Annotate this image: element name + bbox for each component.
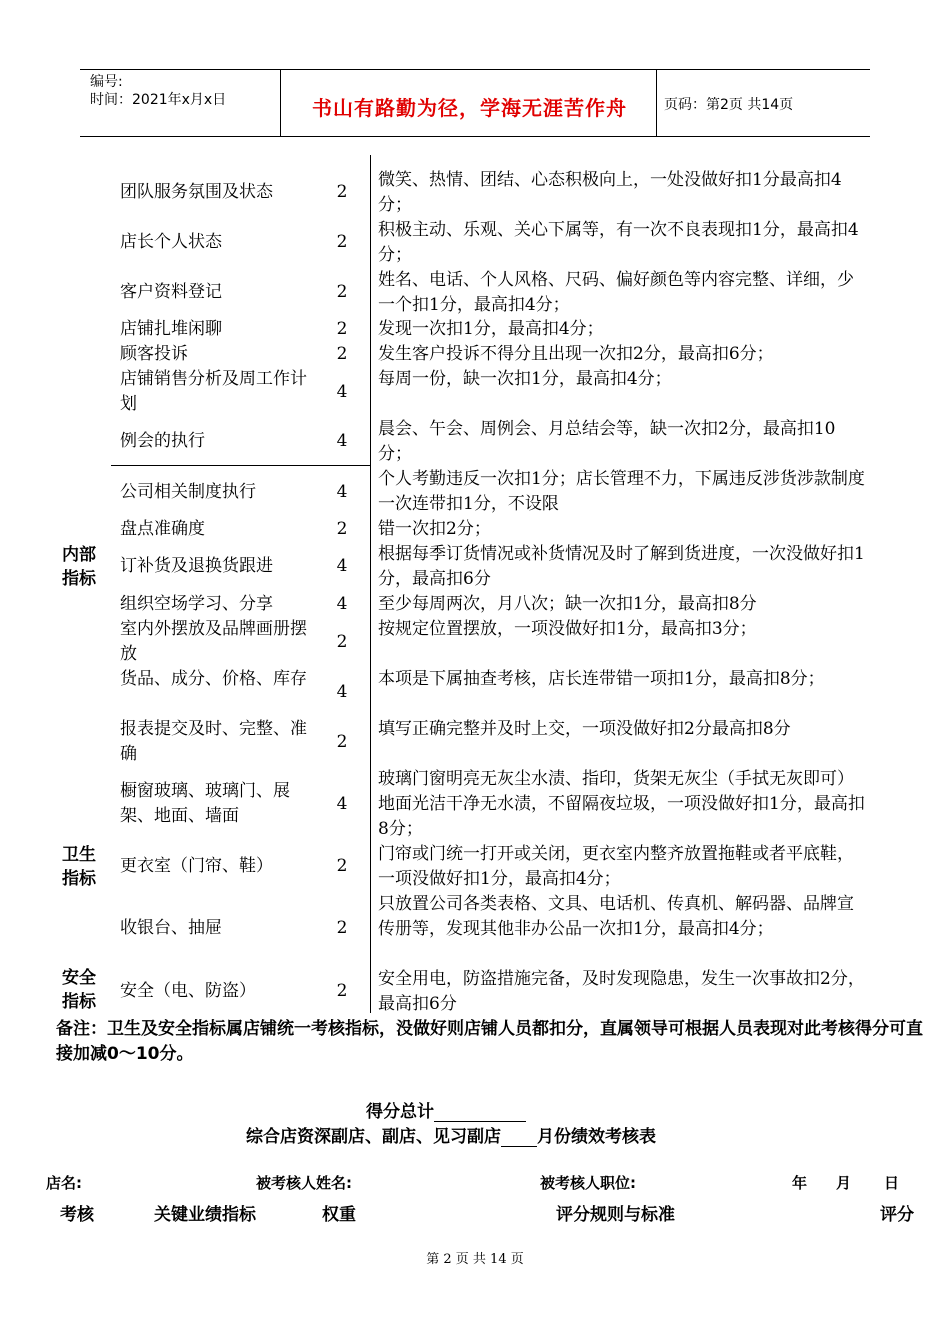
weight: 2 xyxy=(336,918,348,938)
indicator: 货品、成分、价格、库存 xyxy=(120,669,307,689)
weight: 4 xyxy=(336,431,348,451)
rule: 每周一份，缺一次扣1分，最高扣4分； xyxy=(378,369,672,389)
weight: 2 xyxy=(336,981,348,1001)
assessee-position-label: 被考核人职位: xyxy=(540,1174,636,1192)
rule: 晨会、午会、周例会、月总结会等，缺一次扣2分，最高扣10分； xyxy=(378,419,836,464)
weight: 2 xyxy=(336,282,348,302)
month-blank[interactable] xyxy=(501,1128,537,1147)
col-weight: 权重 xyxy=(322,1205,356,1225)
col-kpi: 关键业绩指标 xyxy=(154,1205,256,1225)
group-safety: 安全指标 xyxy=(62,968,96,1012)
weight: 4 xyxy=(336,556,348,576)
rule: 发现一次扣1分，最高扣4分； xyxy=(378,319,604,339)
indicator: 客户资料登记 xyxy=(120,282,222,302)
group-internal: 内部指标 xyxy=(62,545,96,589)
indicator: 店铺销售分析及周工作计划 xyxy=(120,369,307,414)
rule: 只放置公司各类表格、文具、电话机、传真机、解码器、品牌宣传册等，发现其他非办公品一次扣1分，最高扣4分； xyxy=(378,894,854,939)
weight: 2 xyxy=(336,319,348,339)
store-name-label: 店名: xyxy=(46,1174,82,1192)
rule: 填写正确完整并及时上交，一项没做好扣2分最高扣8分 xyxy=(378,719,791,739)
form-title-prefix: 综合店资深副店、副店、见习副店 xyxy=(246,1127,501,1147)
day-label: 日 xyxy=(884,1174,900,1192)
header-top-rule xyxy=(80,69,870,70)
col-rule: 评分规则与标准 xyxy=(556,1205,675,1225)
weight: 2 xyxy=(336,519,348,539)
weight: 2 xyxy=(336,182,348,202)
rule: 个人考勤违反一次扣1分；店长管理不力，下属违反涉货涉款制度一次连带扣1分，不设限 xyxy=(378,469,865,514)
weight: 4 xyxy=(336,382,348,402)
indicator: 团队服务氛围及状态 xyxy=(120,182,273,202)
weight: 2 xyxy=(336,232,348,252)
indicator: 订补货及退换货跟进 xyxy=(120,556,273,576)
weight: 4 xyxy=(336,594,348,614)
group-hygiene: 卫生指标 xyxy=(62,845,96,889)
header-motto: 书山有路勤为径，学海无涯苦作舟 xyxy=(312,96,627,120)
rule: 门帘或门统一打开或关闭，更衣室内整齐放置拖鞋或者平底鞋，一项没做好扣1分，最高扣4分； xyxy=(378,844,854,889)
weight: 2 xyxy=(336,856,348,876)
indicator: 例会的执行 xyxy=(120,431,205,451)
rule: 按规定位置摆放，一项没做好扣1分，最高扣3分； xyxy=(378,619,757,639)
score-total-blank[interactable] xyxy=(434,1103,526,1122)
table-column-divider xyxy=(370,155,371,1013)
indicator: 店铺扎堆闲聊 xyxy=(120,319,222,339)
col-score: 评分 xyxy=(880,1205,914,1225)
col-category: 考核 xyxy=(60,1205,94,1225)
indicator: 店长个人状态 xyxy=(120,232,222,252)
rule: 安全用电，防盗措施完备，及时发现隐患，发生一次事故扣2分，最高扣6分 xyxy=(378,969,865,1014)
rule: 发生客户投诉不得分且出现一次扣2分，最高扣6分； xyxy=(378,344,774,364)
weight: 2 xyxy=(336,732,348,752)
assessee-name-label: 被考核人姓名: xyxy=(256,1174,352,1192)
weight: 2 xyxy=(336,632,348,652)
remark-note: 备注：卫生及安全指标属店铺统一考核指标，没做好则店铺人员都扣分，直属领导可根据人员表现对此考核得分可直接加减0～10分。 xyxy=(56,1019,923,1064)
month-label: 月 xyxy=(836,1174,852,1192)
rule: 至少每周两次，月八次；缺一次扣1分，最高扣8分 xyxy=(378,594,757,614)
rule: 积极主动、乐观、关心下属等，有一次不良表现扣1分，最高扣4分； xyxy=(378,220,859,265)
weight: 4 xyxy=(336,794,348,814)
indicator: 组织空场学习、分享 xyxy=(120,594,273,614)
header-number: 编号: xyxy=(90,74,123,90)
rule: 根据每季订货情况或补货情况及时了解到货进度，一次没做好扣1分，最高扣6分 xyxy=(378,544,865,589)
score-total-label: 得分总计 xyxy=(366,1102,434,1122)
weight: 2 xyxy=(336,344,348,364)
indicator: 顾客投诉 xyxy=(120,344,188,364)
indicator: 报表提交及时、完整、准确 xyxy=(120,719,307,764)
indicator: 收银台、抽屉 xyxy=(120,918,222,938)
header-divider-left xyxy=(280,69,281,136)
indicator: 更衣室（门帘、鞋） xyxy=(120,856,273,876)
score-total xyxy=(366,1097,526,1122)
form-title-suffix: 月份绩效考核表 xyxy=(537,1127,656,1147)
weight: 4 xyxy=(336,482,348,502)
indicator: 公司相关制度执行 xyxy=(120,482,256,502)
header-bottom-rule xyxy=(80,136,870,137)
indicator: 室内外摆放及品牌画册摆放 xyxy=(120,619,307,664)
rule: 微笑、热情、团结、心态积极向上，一处没做好扣1分最高扣4分； xyxy=(378,170,842,215)
weight: 4 xyxy=(336,682,348,702)
header-page-number: 页码：第2页 共14页 xyxy=(664,97,794,113)
indicator: 安全（电、防盗） xyxy=(120,981,256,1001)
table-section-divider xyxy=(111,465,370,466)
rule: 本项是下属抽查考核，店长连带错一项扣1分，最高扣8分； xyxy=(378,669,825,689)
rule: 错一次扣2分； xyxy=(378,519,491,539)
year-label: 年 xyxy=(792,1174,808,1192)
page-footer: 第 2 页 共 14 页 xyxy=(426,1252,524,1267)
rule: 姓名、电话、个人风格、尺码、偏好颜色等内容完整、详细，少一个扣1分，最高扣4分； xyxy=(378,270,854,315)
header-time: 时间：2021年x月x日 xyxy=(90,92,227,108)
indicator: 盘点准确度 xyxy=(120,519,205,539)
indicator: 橱窗玻璃、玻璃门、展架、地面、墙面 xyxy=(120,781,290,826)
form-title xyxy=(246,1122,656,1147)
rule: 玻璃门窗明亮无灰尘水渍、指印，货架无灰尘（手拭无灰即可）地面光洁干净无水渍，不留隔夜垃圾，一项没做好扣1分，最高扣8分； xyxy=(378,769,865,839)
